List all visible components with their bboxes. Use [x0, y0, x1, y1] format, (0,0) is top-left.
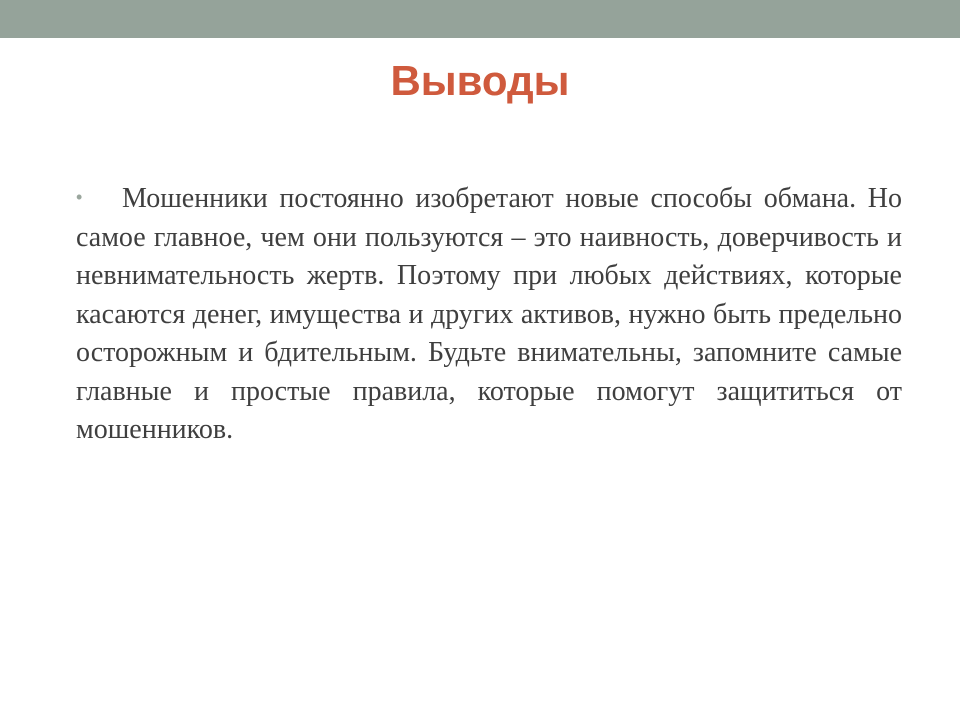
bullet-paragraph [76, 178, 902, 450]
bullet-icon: • [76, 187, 83, 207]
slide-title: Выводы [390, 57, 570, 104]
header-band [0, 0, 960, 38]
bullet-text: Мошенники постоянно изобретают новые способы обмана. Но самое главное, чем они пользуются – это наивность, доверчивость и невнимательность жертв. Поэтому при любых действиях, которые касаются денег, имущества и других активов, нужно быть предельно осторожным и бдительным. Будьте внимательны, запомните самые главные и простые правила, которые помогут защититься от мошенников. [76, 183, 902, 445]
